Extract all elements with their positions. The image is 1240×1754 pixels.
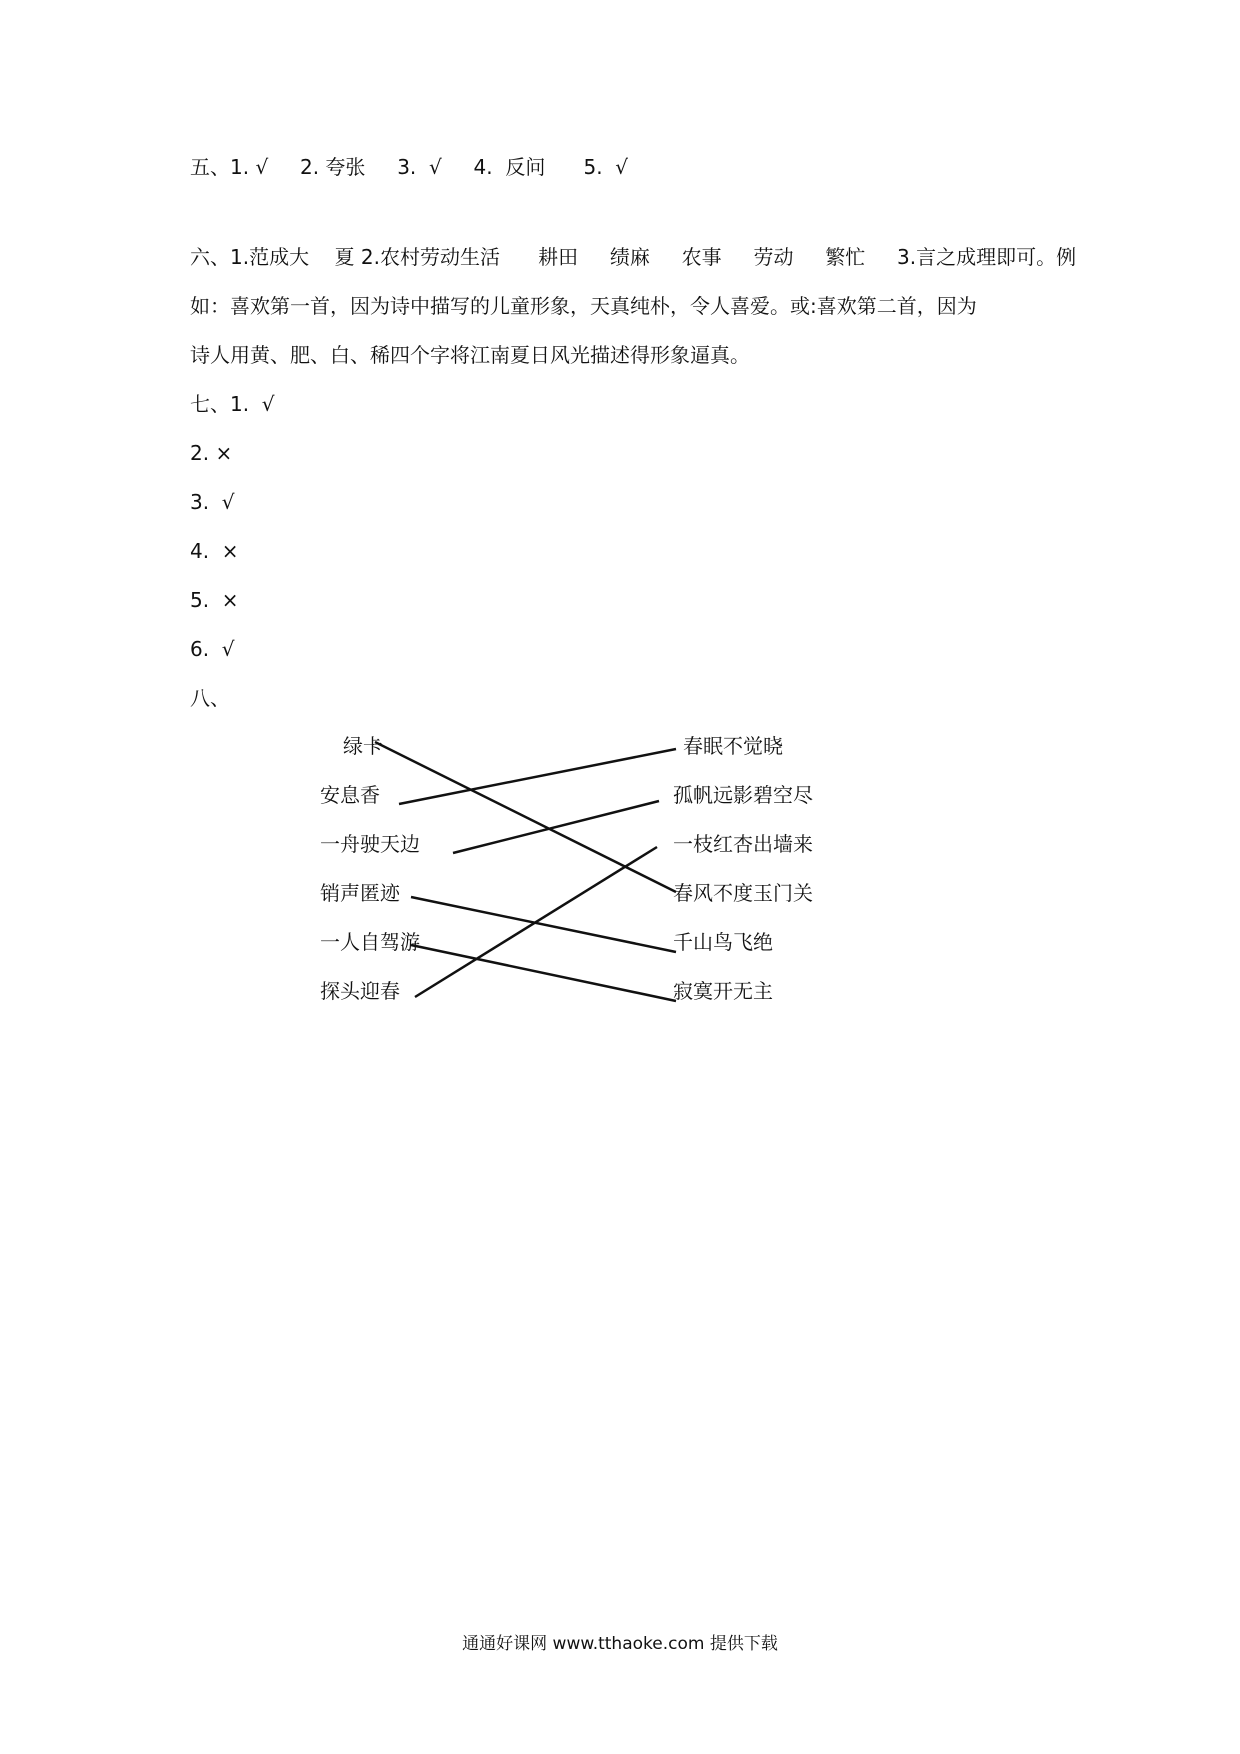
- section7-item: 4. ×: [190, 539, 239, 563]
- section6-line3: 诗人用黄、肥、白、稀四个字将江南夏日风光描述得形象逼真。: [190, 343, 750, 367]
- section8-header: 八、: [190, 686, 230, 710]
- match-line: [411, 945, 676, 1001]
- section7-item: 6. √: [190, 637, 235, 661]
- match-left-item: 一人自驾游: [320, 930, 420, 954]
- section6-line1: 六、1.范成大 夏 2.农村劳动生活 耕田 绩麻 农事 劳动 繁忙 3.言之成理即可。例: [190, 245, 1077, 269]
- match-left-item: 安息香: [320, 783, 380, 807]
- match-right-item: 千山鸟飞绝: [673, 930, 773, 954]
- match-right-item: 寂寞开无主: [673, 979, 773, 1003]
- section7-header: 七、1. √: [190, 392, 275, 416]
- footer-credit: 通通好课网 www.tthaoke.com 提供下载: [462, 1634, 778, 1654]
- match-line: [453, 801, 659, 853]
- section7-item: 5. ×: [190, 588, 239, 612]
- match-right-item: 春风不度玉门关: [673, 881, 813, 905]
- match-left-item: 探头迎春: [320, 979, 400, 1003]
- section7-item: 3. √: [190, 490, 235, 514]
- match-line: [375, 742, 676, 892]
- match-line: [399, 749, 676, 804]
- match-left-item: 绿卡: [343, 734, 383, 758]
- section5-answers: 五、1. √ 2. 夸张 3. √ 4. 反问 5. √: [190, 155, 629, 179]
- match-right-item: 春眠不觉晓: [683, 734, 783, 758]
- match-left-item: 一舟驶天边: [320, 832, 420, 856]
- match-line: [411, 897, 676, 952]
- section6-line2: 如：喜欢第一首，因为诗中描写的儿童形象，天真纯朴，令人喜爱。或:喜欢第二首，因为: [190, 294, 977, 318]
- match-line: [415, 847, 657, 997]
- section7-item: 2. ×: [190, 441, 233, 465]
- match-right-item: 一枝红杏出墙来: [673, 832, 813, 856]
- match-right-item: 孤帆远影碧空尽: [673, 783, 813, 807]
- match-left-item: 销声匿迹: [320, 881, 400, 905]
